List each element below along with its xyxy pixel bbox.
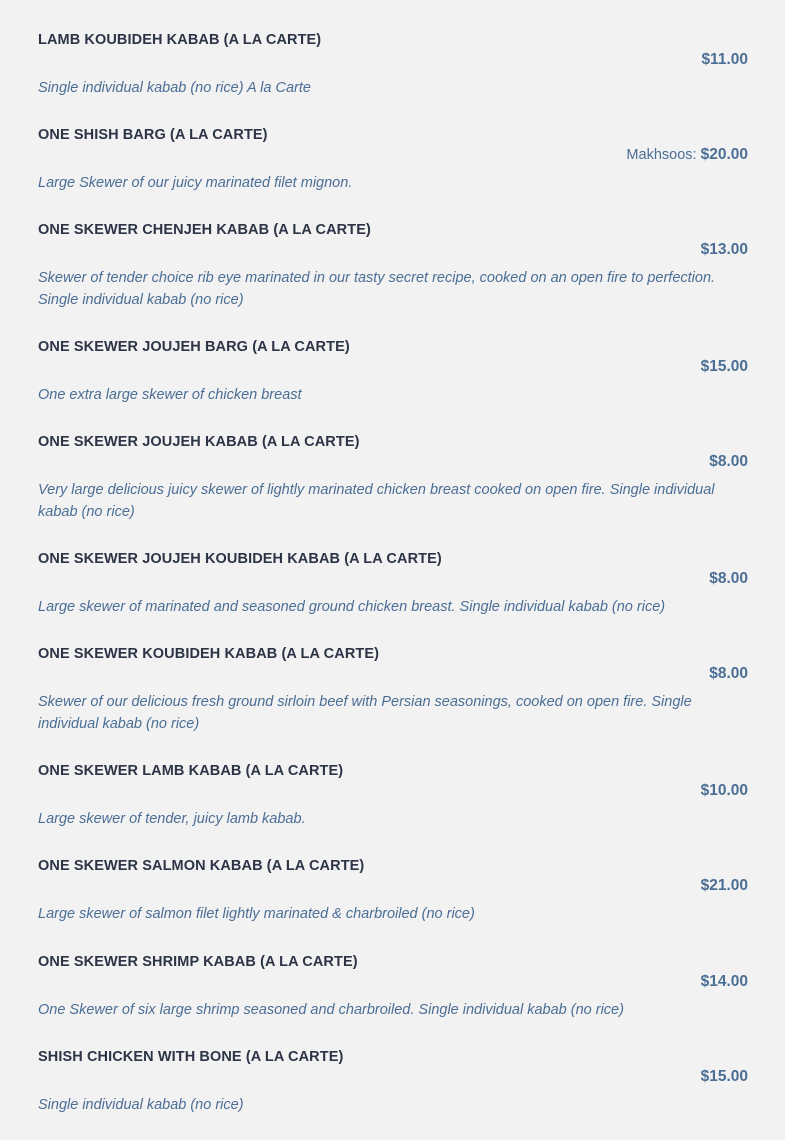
menu-item[interactable] bbox=[38, 220, 748, 337]
item-price bbox=[38, 357, 748, 377]
menu-item[interactable] bbox=[38, 432, 748, 549]
item-description: Skewer of our delicious fresh ground sirloin beef with Persian seasonings, cooked on open fire. Single individual kabab (no rice) bbox=[38, 694, 692, 732]
item-description: Very large delicious juicy skewer of lightly marinated chicken breast cooked on open fire. Single individual kabab (no rice) bbox=[38, 482, 715, 520]
price-value: $8.00 bbox=[709, 453, 748, 470]
item-name: ONE SHISH BARG (A LA CARTE) bbox=[38, 127, 268, 143]
item-description: Large Skewer of our juicy marinated filet mignon. bbox=[38, 175, 353, 191]
item-description: Single individual kabab (no rice) A la Carte bbox=[38, 80, 311, 96]
item-description: One extra large skewer of chicken breast bbox=[38, 387, 302, 403]
price-value: $15.00 bbox=[700, 1068, 748, 1085]
menu-item[interactable] bbox=[38, 30, 748, 125]
item-price bbox=[38, 452, 748, 472]
item-name: LAMB KOUBIDEH KABAB (A LA CARTE) bbox=[38, 32, 322, 48]
item-price bbox=[38, 569, 748, 589]
item-description: One Skewer of six large shrimp seasoned and charbroiled. Single individual kabab (no rice) bbox=[38, 1002, 624, 1018]
price-value: $20.00 bbox=[700, 146, 748, 163]
item-price bbox=[38, 876, 748, 896]
item-name: ONE SKEWER SALMON KABAB (A LA CARTE) bbox=[38, 858, 365, 874]
menu-item[interactable] bbox=[38, 644, 748, 761]
item-description: Large skewer of tender, juicy lamb kabab. bbox=[38, 811, 306, 827]
item-price bbox=[38, 781, 748, 801]
item-price bbox=[38, 664, 748, 684]
price-value: $10.00 bbox=[700, 782, 748, 799]
item-name: ONE SKEWER LAMB KABAB (A LA CARTE) bbox=[38, 763, 344, 779]
menu-item[interactable] bbox=[38, 761, 748, 856]
price-value: $8.00 bbox=[709, 570, 748, 587]
item-description: Large skewer of marinated and seasoned ground chicken breast. Single individual kabab (no rice) bbox=[38, 599, 666, 615]
item-price bbox=[38, 972, 748, 992]
item-description: Large skewer of salmon filet lightly marinated & charbroiled (no rice) bbox=[38, 906, 475, 922]
item-description: Skewer of tender choice rib eye marinated in our tasty secret recipe, cooked on an open fire to perfection. Single individual kabab (no rice) bbox=[38, 270, 716, 308]
item-name: ONE SKEWER CHENJEH KABAB (A LA CARTE) bbox=[38, 222, 371, 238]
price-value: $21.00 bbox=[700, 877, 748, 894]
menu-item[interactable] bbox=[38, 856, 748, 952]
price-value: $14.00 bbox=[700, 973, 748, 990]
item-name: ONE SKEWER KOUBIDEH KABAB (A LA CARTE) bbox=[38, 646, 380, 662]
menu-item[interactable] bbox=[38, 337, 748, 432]
item-name: ONE SKEWER JOUJEH KOUBIDEH KABAB (A LA CARTE) bbox=[38, 551, 442, 567]
menu-item[interactable] bbox=[38, 549, 748, 644]
menu-list bbox=[38, 30, 748, 1137]
price-value: $11.00 bbox=[701, 51, 748, 68]
item-name: ONE SKEWER JOUJEH KABAB (A LA CARTE) bbox=[38, 434, 360, 450]
item-price bbox=[38, 240, 748, 260]
item-price bbox=[38, 50, 748, 70]
price-value: $15.00 bbox=[700, 358, 748, 375]
item-name: SHISH CHICKEN WITH BONE (A LA CARTE) bbox=[38, 1049, 344, 1065]
item-price bbox=[38, 1067, 748, 1087]
item-name: ONE SKEWER JOUJEH BARG (A LA CARTE) bbox=[38, 339, 350, 355]
menu-item[interactable] bbox=[38, 125, 748, 220]
menu-item[interactable] bbox=[38, 952, 748, 1047]
price-value: $8.00 bbox=[709, 665, 748, 682]
menu-item[interactable] bbox=[38, 1047, 748, 1137]
item-price bbox=[38, 145, 748, 165]
price-prefix: Makhsoos: bbox=[626, 147, 701, 163]
item-description: Single individual kabab (no rice) bbox=[38, 1097, 244, 1113]
price-value: $13.00 bbox=[700, 241, 748, 258]
item-name: ONE SKEWER SHRIMP KABAB (A LA CARTE) bbox=[38, 954, 358, 970]
